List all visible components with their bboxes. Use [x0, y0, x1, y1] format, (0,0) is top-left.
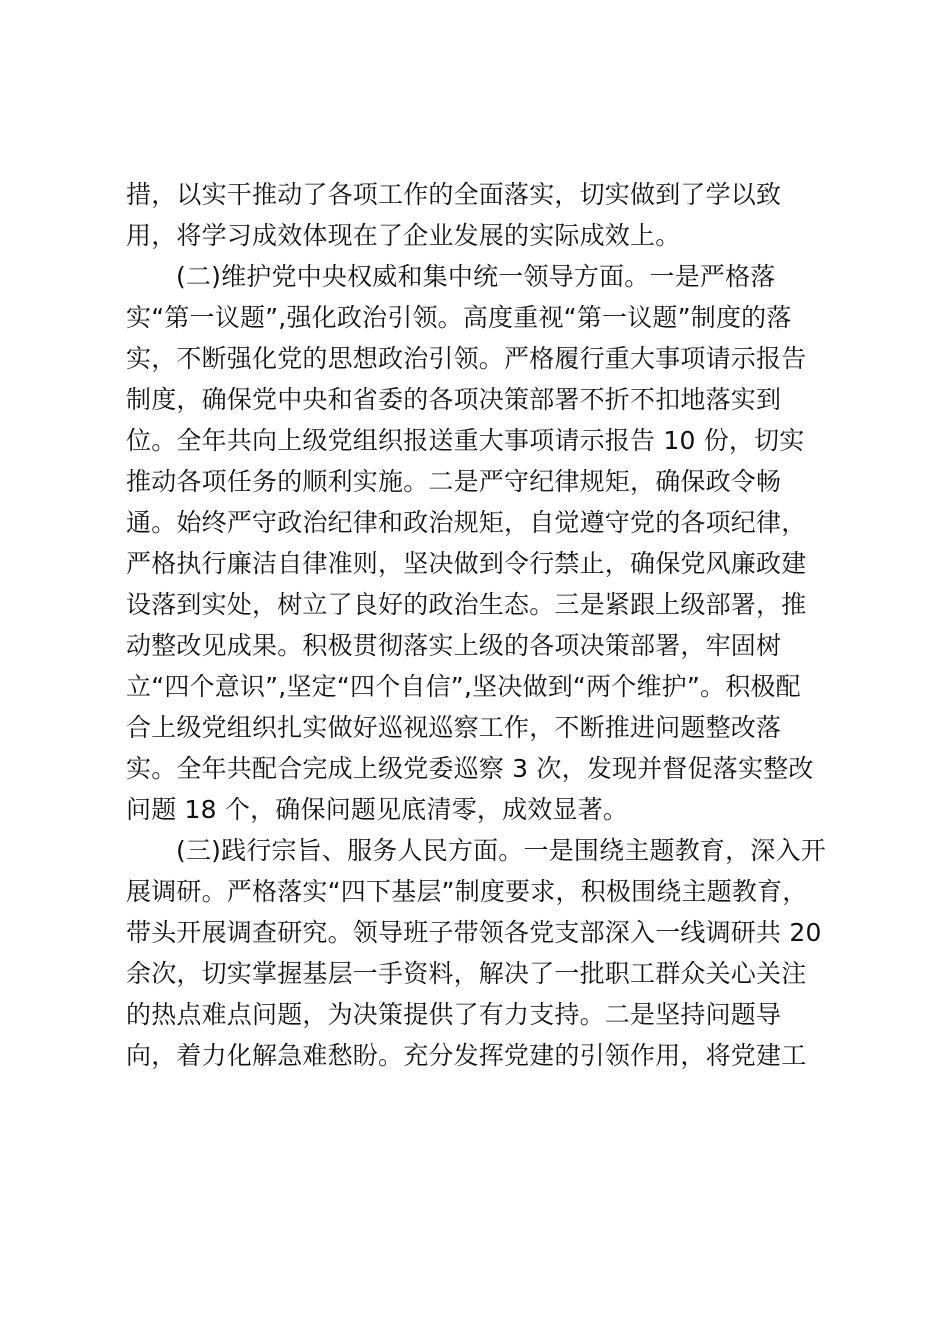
- text-line: 用，将学习成效体现在了企业发展的实际成效上。: [126, 221, 681, 250]
- text-line: 合上级党组织扎实做好巡视巡察工作，不断推进问题整改落: [126, 713, 782, 742]
- paragraph-start-line: (二)维护党中央权威和集中统一领导方面。一是严格落: [176, 262, 776, 291]
- text-line: 措，以实干推动了各项工作的全面落实，切实做到了学以致: [126, 180, 782, 209]
- text-line: 动整改见成果。积极贯彻落实上级的各项决策部署，牢固树: [126, 631, 782, 660]
- text-line: 实“第一议题”,强化政治引领。高度重视“第一议题”制度的落: [126, 303, 792, 332]
- text-line: 通。始终严守政治纪律和政治规矩，自觉遵守党的各项纪律，: [126, 508, 807, 537]
- text-line: 制度，确保党中央和省委的各项决策部署不折不扣地落实到: [126, 385, 782, 414]
- paragraph-start-line: (三)践行宗旨、服务人民方面。一是围绕主题教育，深入开: [176, 836, 826, 865]
- text-line: 实，不断强化党的思想政治引领。严格履行重大事项请示报告: [126, 344, 807, 373]
- text-line: 问题 18 个，确保问题见底清零，成效显著。: [126, 795, 629, 824]
- text-line: 严格执行廉洁自律准则，坚决做到令行禁止，确保党风廉政建: [126, 549, 807, 578]
- text-line: 向，着力化解急难愁盼。充分发挥党建的引领作用，将党建工: [126, 1041, 807, 1070]
- text-line: 立“四个意识”,坚定“四个自信”,坚决做到“两个维护”。积极配: [126, 672, 801, 701]
- text-line: 推动各项任务的顺利实施。二是严守纪律规矩，确保政令畅: [126, 467, 782, 496]
- text-line: 展调研。严格落实“四下基层”制度要求，积极围绕主题教育，: [126, 877, 808, 906]
- text-line: 余次，切实掌握基层一手资料，解决了一批职工群众关心关注: [126, 959, 807, 988]
- text-line: 带头开展调查研究。领导班子带领各党支部深入一线调研共 20: [126, 918, 822, 947]
- text-line: 实。全年共配合完成上级党委巡察 3 次，发现并督促落实整改: [126, 754, 814, 783]
- text-line: 位。全年共向上级党组织报送重大事项请示报告 10 份，切实: [126, 426, 805, 455]
- text-line: 的热点难点问题，为决策提供了有力支持。二是坚持问题导: [126, 1000, 782, 1029]
- text-line: 设落到实处，树立了良好的政治生态。三是紧跟上级部署，推: [126, 590, 807, 619]
- document-body: [126, 174, 826, 1076]
